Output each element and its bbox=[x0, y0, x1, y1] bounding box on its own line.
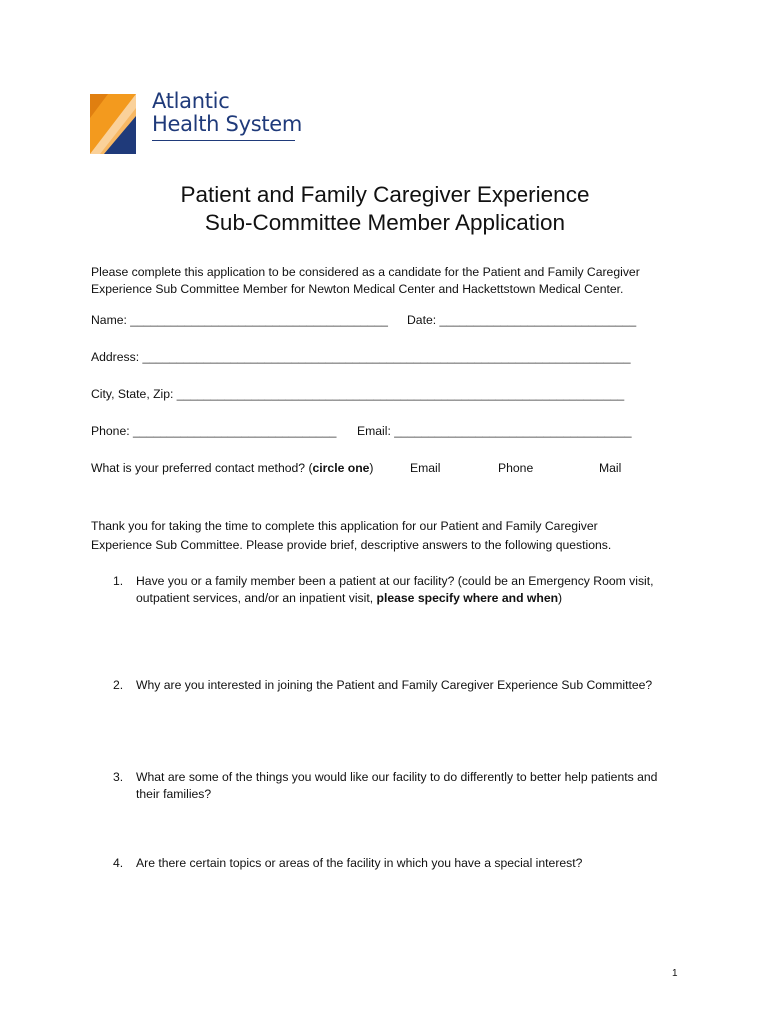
question-3 bbox=[136, 769, 696, 803]
question-4-number: 4. bbox=[113, 856, 124, 870]
intro-line-2: Experience Sub Committee Member for Newton Medical Center and Hackettstown Medical Center. bbox=[91, 282, 624, 296]
question-1-emphasis: please specify where and when bbox=[376, 591, 559, 605]
contact-method-question bbox=[91, 460, 373, 477]
intro-paragraph bbox=[91, 264, 691, 298]
date-field-row bbox=[407, 312, 636, 329]
phone-field-row bbox=[91, 423, 336, 440]
date-field[interactable]: _____________________________ bbox=[439, 313, 637, 327]
contact-option-mail[interactable]: Mail bbox=[599, 461, 622, 475]
phone-field[interactable]: ______________________________ bbox=[133, 424, 337, 438]
email-field-row bbox=[357, 423, 632, 440]
question-1-number: 1. bbox=[113, 574, 124, 588]
address-field[interactable]: ________________________________________________________________________ bbox=[142, 350, 631, 364]
intro-line-1: Please complete this application to be considered as a candidate for the Patient and Family Caregiver bbox=[91, 265, 640, 279]
city-label: City, State, Zip: bbox=[91, 387, 174, 401]
thanks-line-2: Experience Sub Committee. Please provide brief, descriptive answers to the following questions. bbox=[91, 538, 612, 552]
question-1-line-2-text: outpatient services, and/or an inpatient visit, bbox=[136, 591, 377, 605]
city-field[interactable]: __________________________________________________________________ bbox=[176, 387, 625, 401]
question-1-line-2 bbox=[136, 590, 696, 607]
email-label: Email: bbox=[357, 424, 391, 438]
contact-prefix: What is your preferred contact method? ( bbox=[91, 461, 313, 475]
question-3-number: 3. bbox=[113, 770, 124, 784]
question-3-line-2: their families? bbox=[136, 787, 212, 801]
page-number: 1 bbox=[672, 968, 678, 979]
question-1 bbox=[136, 573, 696, 607]
atlantic-health-logo-text bbox=[152, 90, 302, 136]
logo-underline bbox=[152, 140, 295, 141]
address-field-row bbox=[91, 349, 631, 366]
contact-option-email[interactable]: Email bbox=[410, 461, 441, 475]
page-title-line-1: Patient and Family Caregiver Experience bbox=[180, 182, 590, 207]
page-title-line-2: Sub-Committee Member Application bbox=[204, 210, 566, 235]
contact-suffix: ) bbox=[369, 461, 374, 475]
logo-line-1: Atlantic bbox=[152, 89, 230, 113]
address-label: Address: bbox=[91, 350, 140, 364]
name-field-row bbox=[91, 312, 388, 329]
question-2-number: 2. bbox=[113, 678, 124, 692]
question-3-line-1: What are some of the things you would like our facility to do differently to better help patients and bbox=[136, 770, 658, 784]
contact-emphasis: circle one bbox=[312, 461, 370, 475]
atlantic-health-logo-mark bbox=[90, 94, 136, 154]
question-4-line-1: Are there certain topics or areas of the facility in which you have a special interest? bbox=[136, 856, 583, 870]
question-2-line-1: Why are you interested in joining the Patient and Family Caregiver Experience Sub Committee? bbox=[136, 678, 653, 692]
question-1-line-2-end: ) bbox=[558, 591, 563, 605]
logo-line-2: Health System bbox=[152, 112, 303, 136]
thanks-paragraph bbox=[91, 517, 691, 555]
thanks-line-1: Thank you for taking the time to complete this application for our Patient and Family Caregiver bbox=[91, 519, 598, 533]
email-field[interactable]: ___________________________________ bbox=[394, 424, 632, 438]
phone-label: Phone: bbox=[91, 424, 130, 438]
name-field[interactable]: ______________________________________ bbox=[130, 313, 388, 327]
question-2 bbox=[136, 677, 696, 694]
contact-option-phone[interactable]: Phone bbox=[498, 461, 534, 475]
city-field-row bbox=[91, 386, 624, 403]
question-4 bbox=[136, 855, 696, 872]
question-1-line-1: Have you or a family member been a patient at our facility? (could be an Emergency Room visit, bbox=[136, 574, 654, 588]
name-label: Name: bbox=[91, 313, 127, 327]
date-label: Date: bbox=[407, 313, 437, 327]
